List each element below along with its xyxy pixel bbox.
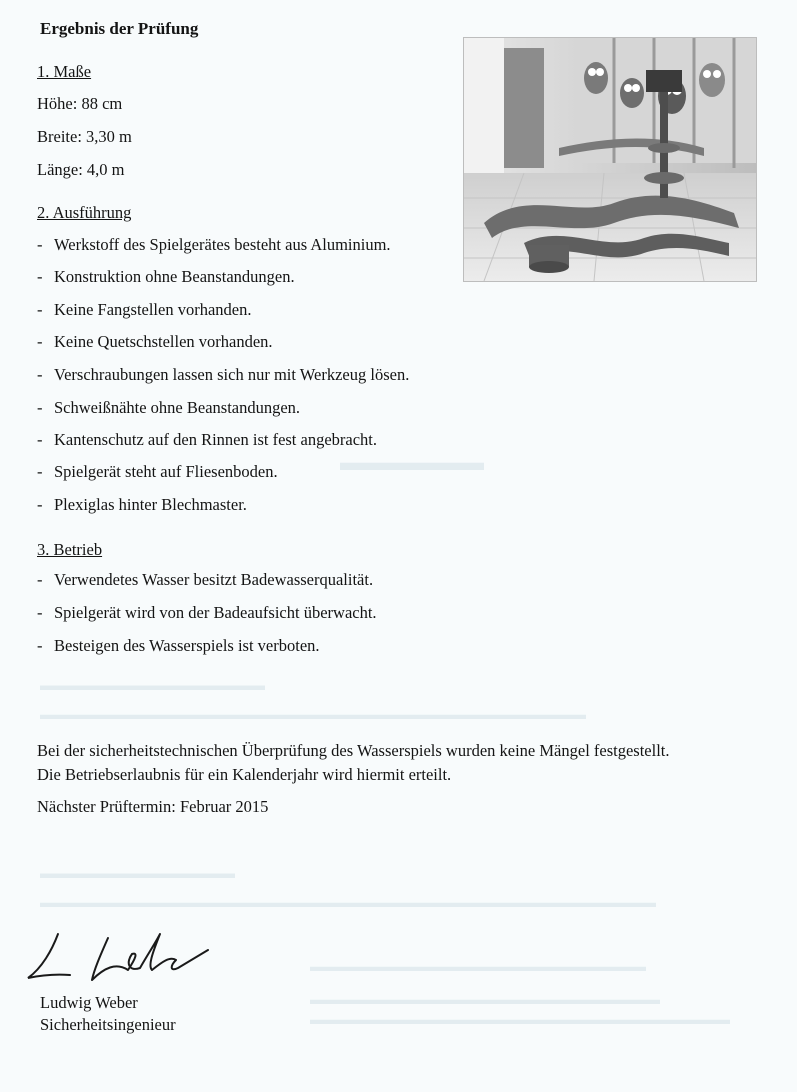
signer-name: Ludwig Weber <box>40 993 138 1012</box>
list-item <box>37 570 373 590</box>
permit-text: Die Betriebserlaubnis für ein Kalenderjahr wird hiermit erteilt. <box>37 765 452 784</box>
list-item <box>37 365 409 385</box>
list-item-text: Schweißnähte ohne Beanstandungen. <box>54 398 301 417</box>
list-item <box>37 267 295 287</box>
list-item-text: Verwendetes Wasser besitzt Badewasserqualität. <box>54 570 374 589</box>
bullet-dash: - <box>37 365 43 384</box>
bullet-dash: - <box>37 235 43 254</box>
show-through-line: ▬▬▬▬▬▬▬▬▬▬▬▬▬▬▬▬▬▬▬▬▬▬▬▬▬▬▬▬▬▬▬▬▬▬▬▬▬▬▬ <box>40 708 586 723</box>
list-item-text: Spielgerät wird von der Badeaufsicht überwacht. <box>54 603 377 622</box>
list-item <box>37 332 273 352</box>
bullet-dash: - <box>37 332 43 351</box>
show-through-line: ▬▬▬▬▬▬▬▬▬▬▬▬▬▬▬▬▬▬▬▬▬▬▬▬▬ <box>310 993 660 1008</box>
list-item <box>37 636 320 656</box>
next-inspection-date: Nächster Prüftermin: Februar 2015 <box>37 797 269 816</box>
measure-length: Länge: 4,0 m <box>37 160 125 179</box>
list-item-text: Keine Fangstellen vorhanden. <box>54 300 252 319</box>
measure-height: Höhe: 88 cm <box>37 94 123 113</box>
signer-role: Sicherheitsingenieur <box>40 1015 176 1034</box>
show-through-line: ▬▬▬▬▬▬▬▬▬▬▬▬▬▬▬▬▬▬▬▬▬▬▬▬▬▬▬▬▬▬ <box>310 1013 730 1028</box>
list-item-text: Plexiglas hinter Blechmaster. <box>54 495 247 514</box>
bullet-dash: - <box>37 462 43 481</box>
show-through-line: ▬▬▬▬▬▬▬▬▬▬▬▬▬ <box>40 866 235 882</box>
list-item-text: Verschraubungen lassen sich nur mit Werkzeug lösen. <box>54 365 410 384</box>
bullet-dash: - <box>37 570 43 589</box>
list-item-text: Spielgerät steht auf Fliesenboden. <box>54 462 278 481</box>
list-item-text: Keine Quetschstellen vorhanden. <box>54 332 273 351</box>
list-item-text: Besteigen des Wasserspiels ist verboten. <box>54 636 320 655</box>
list-item <box>37 235 391 255</box>
show-through-title: ▬▬▬▬▬▬ <box>340 450 484 476</box>
show-through-line: ▬▬▬▬▬▬▬▬▬▬▬▬▬▬▬▬▬▬▬▬▬▬▬▬▬▬▬▬▬▬▬▬▬▬▬▬▬▬▬▬▬▬▬▬ <box>40 896 656 911</box>
bullet-dash: - <box>37 636 43 655</box>
section-title-masse: 1. Maße <box>37 62 92 81</box>
section-title-ausfuehrung: 2. Ausführung <box>37 203 132 222</box>
water-play-photo <box>463 37 757 282</box>
show-through-line: ▬▬▬▬▬▬▬▬▬▬▬▬▬▬▬ <box>40 678 265 694</box>
bullet-dash: - <box>37 430 43 449</box>
conclusion-text: Bei der sicherheitstechnischen Überprüfung des Wasserspiels wurden keine Mängel festgestellt. <box>37 741 670 760</box>
list-item <box>37 300 251 320</box>
bullet-dash: - <box>37 603 43 622</box>
section-title-betrieb: 3. Betrieb <box>37 540 103 559</box>
list-item <box>37 495 247 515</box>
bullet-dash: - <box>37 300 43 319</box>
list-item-text: Werkstoff des Spielgerätes besteht aus Aluminium. <box>54 235 391 254</box>
bullet-dash: - <box>37 495 43 514</box>
list-item <box>37 462 278 482</box>
handwritten-signature <box>20 928 220 995</box>
bullet-dash: - <box>37 398 43 417</box>
measure-width: Breite: 3,30 m <box>37 127 132 146</box>
list-item <box>37 603 377 623</box>
list-item-text: Konstruktion ohne Beanstandungen. <box>54 267 295 286</box>
list-item-text: Kantenschutz auf den Rinnen ist fest angebracht. <box>54 430 378 449</box>
document-heading: Ergebnis der Prüfung <box>40 19 199 38</box>
show-through-line: ▬▬▬▬▬▬▬▬▬▬▬▬▬▬▬▬▬▬▬▬▬▬▬▬ <box>310 960 646 975</box>
bullet-dash: - <box>37 267 43 286</box>
list-item <box>37 430 377 450</box>
list-item <box>37 398 300 418</box>
